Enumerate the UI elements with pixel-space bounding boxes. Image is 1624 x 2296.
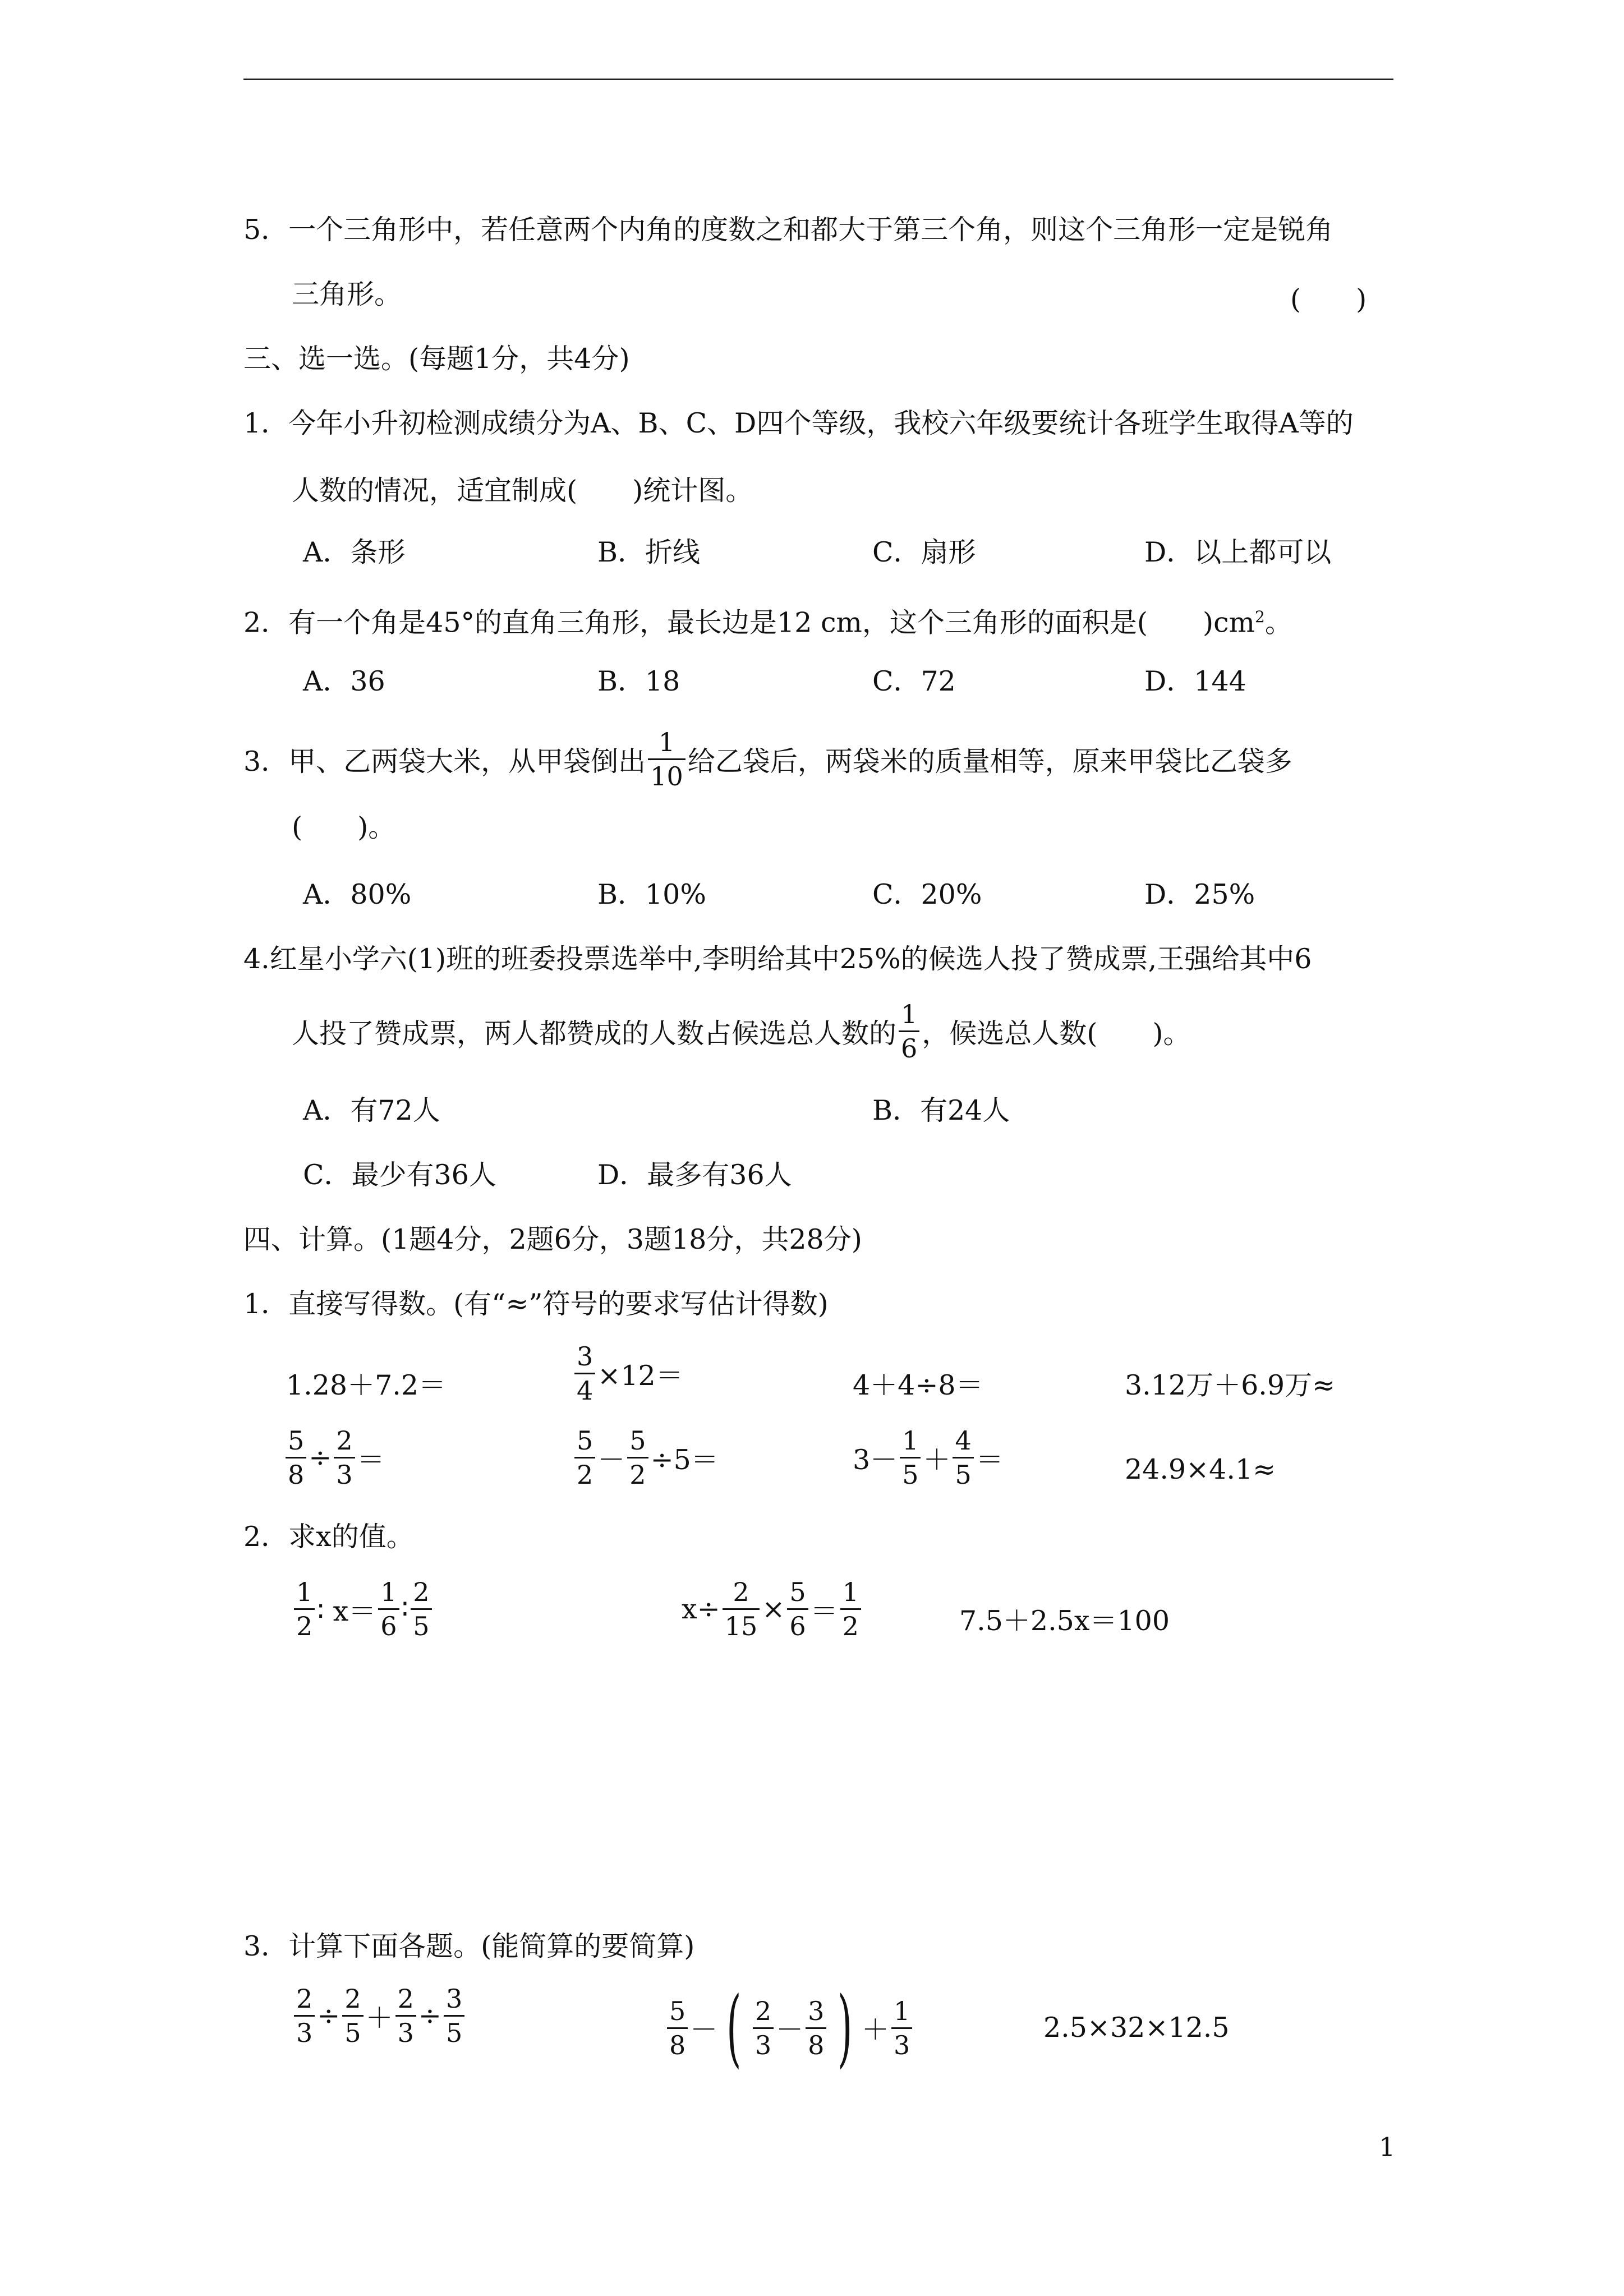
fraction: $\frac{1}{6}$ [378,1579,399,1639]
s3-q4-option-d: D．最多有36人 [597,1159,792,1191]
s4-q1-expr1: 1.28＋7.2＝ [286,1369,447,1401]
s3-q4-option-c: C．最少有36人 [303,1159,496,1191]
s4-q1-expr5: $\frac{5}{8}$ ÷ $\frac{2}{3}$ ＝ [283,1428,385,1488]
s3-q2-text [243,600,1292,639]
s3-q4-line1: 4.红星小学六(1)班的班委投票选举中,李明给其中25%的候选人投了赞成票,王强给其中6 [243,943,1312,975]
left-paren: ( [726,1979,742,2077]
s3-q4-option-a: A．有72人 [303,1094,440,1126]
header-rule [243,79,1393,80]
s3-q4-text-b: ，候选总人数( )。 [922,1017,1191,1050]
s4-q1-expr8: 24.9×4.1≈ [1125,1453,1276,1485]
section3-title: 三、选一选。(每题1分，共4分) [243,343,630,375]
s3-q4-line2 [292,999,1191,1064]
s3-q1-option-d: D．以上都可以 [1144,536,1332,568]
s4-q3-calc3: 2.5×32×12.5 [1043,2012,1230,2044]
s3-q2-sup: 2 [1255,608,1265,626]
s4-q2-eq3: 7.5＋2.5x＝100 [959,1605,1170,1637]
s4-q1-title: 1．直接写得数。(有“≈”符号的要求写估计得数) [243,1288,829,1320]
s3-q3-line2: ( )。 [292,811,396,843]
q5-line2: 三角形。 [292,278,402,310]
fraction: $\frac{1}{5}$ [900,1428,921,1488]
fraction: $\frac{1}{10}$ [648,729,686,789]
fraction: $\frac{2}{3}$ [753,1998,774,2058]
fraction: $\frac{2}{3}$ [294,1986,315,2046]
fraction: $\frac{2}{3}$ [334,1428,355,1488]
fraction: $\frac{1}{2}$ [294,1579,315,1639]
s3-q1-line1: 1．今年小升初检测成绩分为A、B、C、D四个等级，我校六年级要统计各班学生取得A等的 [243,407,1354,439]
s3-q2-option-c: C．72 [872,665,956,697]
fraction: $\frac{2}{3}$ [395,1986,416,2046]
section4-title: 四、计算。(1题4分，2题6分，3题18分，共28分) [243,1223,862,1255]
fraction: $\frac{5}{2}$ [627,1428,648,1488]
s4-q3-calc1: $\frac{2}{3}$ ÷ $\frac{2}{5}$ ＋ $\frac{2}{3}$ ÷ $\frac{3}{5}$ [292,1986,467,2046]
s4-q2-title: 2．求x的值。 [243,1521,414,1553]
s3-q1-option-b: B．折线 [597,536,701,568]
fraction: $\frac{2}{15}$ [723,1579,760,1639]
s4-q3-calc2: $\frac{5}{8}$ － ( $\frac{2}{3}$ － $\frac{3}{8}$ ) ＋ $\frac{1}{3}$ [665,1986,914,2070]
s4-q1-expr2: $\frac{3}{4}$ ×12＝ [572,1343,683,1404]
fraction: $\frac{3}{5}$ [444,1986,464,2046]
s3-q3-text-b: 给乙袋后，两袋米的质量相等，原来甲袋比乙袋多 [687,745,1292,777]
s3-q2-text-end: 。 [1264,606,1292,639]
s3-q1-line2: 人数的情况，适宜制成( )统计图。 [292,475,753,507]
s4-q1-expr6: $\frac{5}{2}$ － $\frac{5}{2}$ ÷5＝ [572,1428,719,1488]
s4-q3-title: 3．计算下面各题。(能简算的要简算) [243,1930,695,1962]
s3-q1-option-a: A．条形 [303,536,406,568]
s3-q3-option-d: D．25% [1144,878,1255,910]
page-number: 1 [1379,2132,1396,2162]
q5-line1: 5．一个三角形中，若任意两个内角的度数之和都大于第三个角，则这个三角形一定是锐角 [243,214,1333,246]
s3-q3-option-b: B．10% [597,878,706,910]
fraction: $\frac{3}{8}$ [806,1998,826,2058]
fraction: $\frac{1}{3}$ [891,1998,912,2058]
fraction: $\frac{5}{8}$ [667,1998,688,2058]
fraction: $\frac{2}{5}$ [342,1986,363,2046]
s4-q2-eq2: x÷ $\frac{2}{15}$ × $\frac{5}{6}$ ＝ $\frac{1}{2}$ [682,1579,863,1639]
right-paren: ) [838,1979,853,2077]
fraction: $\frac{2}{5}$ [411,1579,431,1639]
s4-q1-expr4: 3.12万＋6.9万≈ [1125,1369,1336,1401]
s3-q3-line1 [243,727,1292,792]
fraction: $\frac{1}{2}$ [840,1579,861,1639]
fraction: $\frac{5}{8}$ [286,1428,306,1488]
s4-q1-expr7: 3－ $\frac{1}{5}$ ＋ $\frac{4}{5}$ ＝ [853,1425,1004,1490]
s3-q3-option-a: A．80% [303,878,412,910]
s3-q3-option-c: C．20% [872,878,982,910]
fraction: $\frac{5}{6}$ [787,1579,808,1639]
s3-q4-text-a: 人投了赞成票，两人都赞成的人数占候选总人数的 [292,1017,897,1050]
s3-q2-option-d: D．144 [1144,665,1246,697]
s3-q2-option-b: B．18 [597,665,680,697]
s3-q2-text-main: 2．有一个角是45°的直角三角形，最长边是12 cm，这个三角形的面积是( )cm [243,606,1255,639]
s3-q1-option-c: C．扇形 [872,536,976,568]
s3-q2-option-a: A．36 [303,665,385,697]
s3-q3-text-a: 3．甲、乙两袋大米，从甲袋倒出 [243,745,646,777]
fraction: $\frac{4}{5}$ [953,1428,973,1488]
answer-paren: ( ) [1290,283,1367,315]
s3-q4-option-b: B．有24人 [872,1094,1010,1126]
s4-q2-eq1: $\frac{1}{2}$ ∶ x＝ $\frac{1}{6}$ ∶ $\frac{2}{5}$ [292,1579,434,1639]
fraction: $\frac{3}{4}$ [574,1343,595,1404]
fraction: $\frac{1}{6}$ [899,1001,919,1061]
fraction: $\frac{5}{2}$ [574,1428,595,1488]
s4-q1-expr3: 4＋4÷8＝ [853,1369,983,1401]
